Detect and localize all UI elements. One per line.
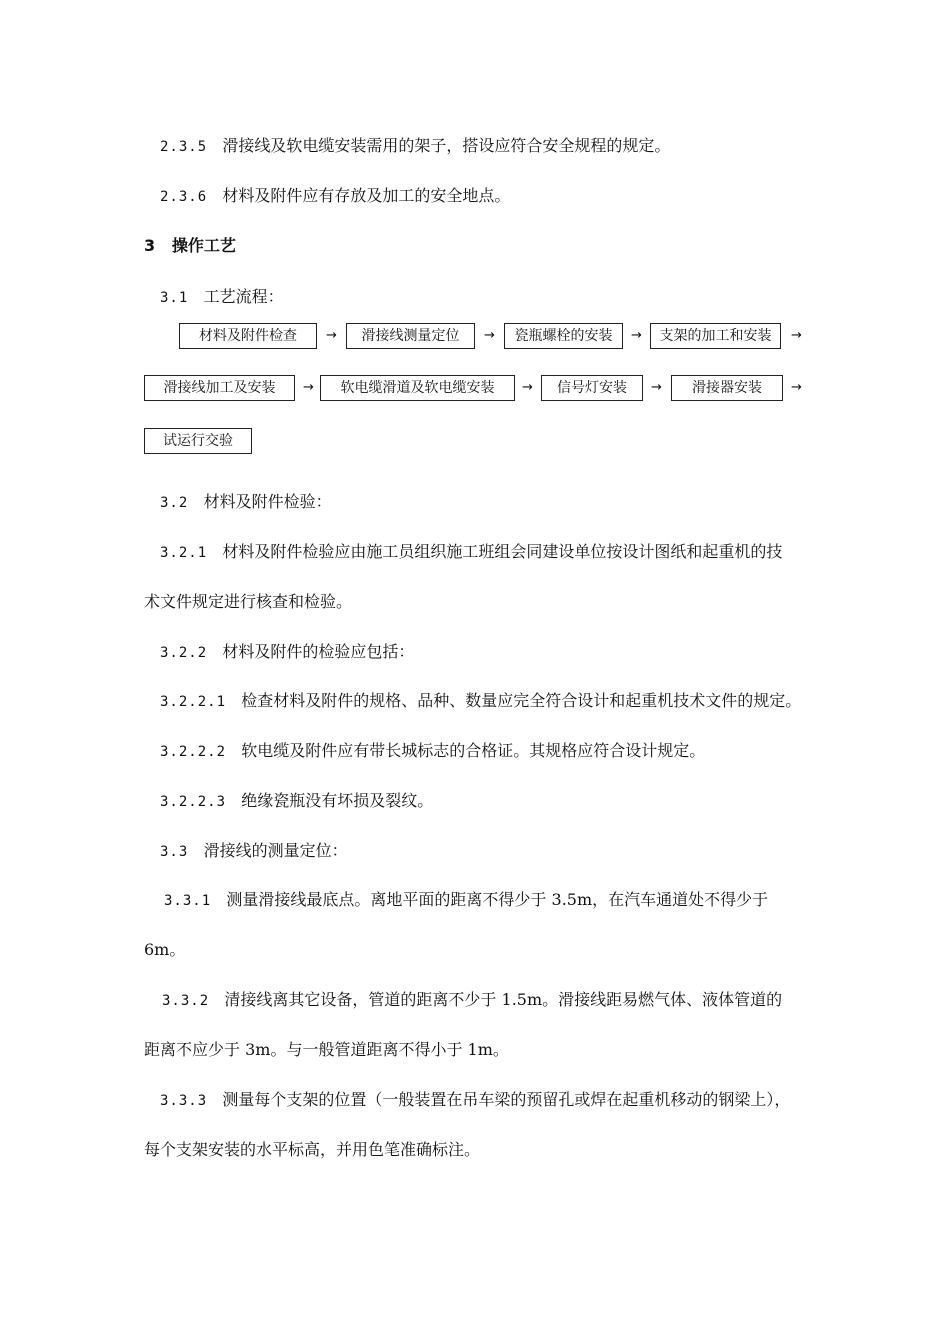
section-number: 3.2.2.1 — [160, 694, 227, 710]
paragraph-3-2-2-3 — [160, 791, 433, 812]
section-number: 3.3.1 — [164, 893, 212, 909]
section-number: 2.3.5 — [160, 139, 208, 155]
paragraph-3-2-2 — [160, 642, 414, 663]
section-number: 3.2.2.3 — [160, 794, 227, 810]
paragraph-continuation: 术文件规定进行核查和检验。 — [144, 592, 353, 611]
arrow-icon: → — [791, 380, 802, 395]
paragraph-3-3-3 — [160, 1090, 790, 1111]
arrow-icon: → — [522, 380, 533, 395]
flow-step-8: 滑接器安装 — [671, 375, 783, 401]
section-number: 3.2.2.2 — [160, 744, 227, 760]
arrow-icon: → — [484, 328, 495, 343]
paragraph-text: 材料及附件的检验应包括： — [222, 642, 415, 661]
section-number: 3.3.3 — [160, 1093, 208, 1109]
paragraph-3-3-1 — [164, 890, 768, 911]
paragraph-text: 清接线离其它设备，管道的距离不少于 1.5m。滑接线距易燃气体、液体管道的 — [224, 990, 783, 1009]
section-number: 2.3.6 — [160, 189, 208, 205]
section-number: 3.2.1 — [160, 545, 208, 561]
flow-step-6: 软电缆滑道及软电缆安装 — [320, 375, 515, 401]
flow-step-3: 瓷瓶螺栓的安装 — [504, 323, 623, 349]
paragraph-3-3 — [160, 841, 348, 862]
paragraph-text: 检查材料及附件的规格、品种、数量应完全符合设计和起重机技术文件的规定。 — [241, 691, 802, 710]
section-number: 3.2.2 — [160, 645, 208, 661]
paragraph-text: 材料及附件检验应由施工员组织施工班组会同建设单位按设计图纸和起重机的技 — [222, 542, 783, 561]
arrow-icon: → — [326, 328, 337, 343]
section-number: 3 — [144, 236, 156, 255]
paragraph-text: 测量滑接线最底点。离地平面的距离不得少于 3.5m，在汽车通道处不得少于 — [226, 890, 769, 909]
arrow-icon: → — [651, 380, 662, 395]
paragraph-text: 材料及附件应有存放及加工的安全地点。 — [222, 186, 511, 205]
arrow-icon: → — [631, 328, 642, 343]
arrow-icon: → — [791, 328, 802, 343]
flow-step-2: 滑接线测量定位 — [346, 323, 475, 349]
paragraph-3-2-1 — [160, 542, 782, 563]
paragraph-continuation: 距离不应少于 3m。与一般管道距离不得小于 1m。 — [144, 1040, 509, 1059]
section-title: 操作工艺 — [171, 236, 236, 255]
paragraph-3-1 — [160, 287, 284, 308]
paragraph-text: 滑接线的测量定位： — [203, 841, 348, 860]
flow-step-5: 滑接线加工及安装 — [144, 375, 295, 401]
paragraph-3-2 — [160, 492, 332, 513]
paragraph-continuation: 每个支架安装的水平标高，并用色笔准确标注。 — [144, 1140, 481, 1159]
paragraph-text: 滑接线及软电缆安装需用的架子，搭设应符合安全规程的规定。 — [222, 136, 671, 155]
arrow-icon: → — [303, 380, 314, 395]
paragraph-text: 绝缘瓷瓶没有坏损及裂纹。 — [241, 791, 434, 810]
section-number: 3.3 — [160, 844, 189, 860]
flow-step-7: 信号灯安装 — [541, 375, 643, 401]
paragraph-3-2-2-1 — [160, 691, 801, 712]
section-number: 3.1 — [160, 290, 189, 306]
section-number: 3.3.2 — [162, 993, 210, 1009]
paragraph-text: 材料及附件检验： — [203, 492, 332, 511]
paragraph-continuation: 6m。 — [144, 940, 186, 959]
flow-step-9: 试运行交验 — [144, 428, 252, 454]
paragraph-text: 测量每个支架的位置（一般装置在吊车梁的预留孔或焊在起重机移动的钢梁上）， — [222, 1090, 791, 1109]
paragraph-3-3-2 — [162, 990, 782, 1011]
paragraph-3-2-2-2 — [160, 741, 705, 762]
paragraph-text: 工艺流程： — [203, 287, 284, 306]
paragraph-text: 软电缆及附件应有带长城标志的合格证。其规格应符合设计规定。 — [241, 741, 706, 760]
flow-step-1: 材料及附件检查 — [179, 323, 317, 349]
paragraph-2-3-6 — [160, 186, 510, 207]
flow-step-4: 支架的加工和安装 — [650, 323, 781, 349]
section-heading-3 — [144, 236, 236, 256]
paragraph-2-3-5 — [160, 136, 670, 157]
section-number: 3.2 — [160, 495, 189, 511]
